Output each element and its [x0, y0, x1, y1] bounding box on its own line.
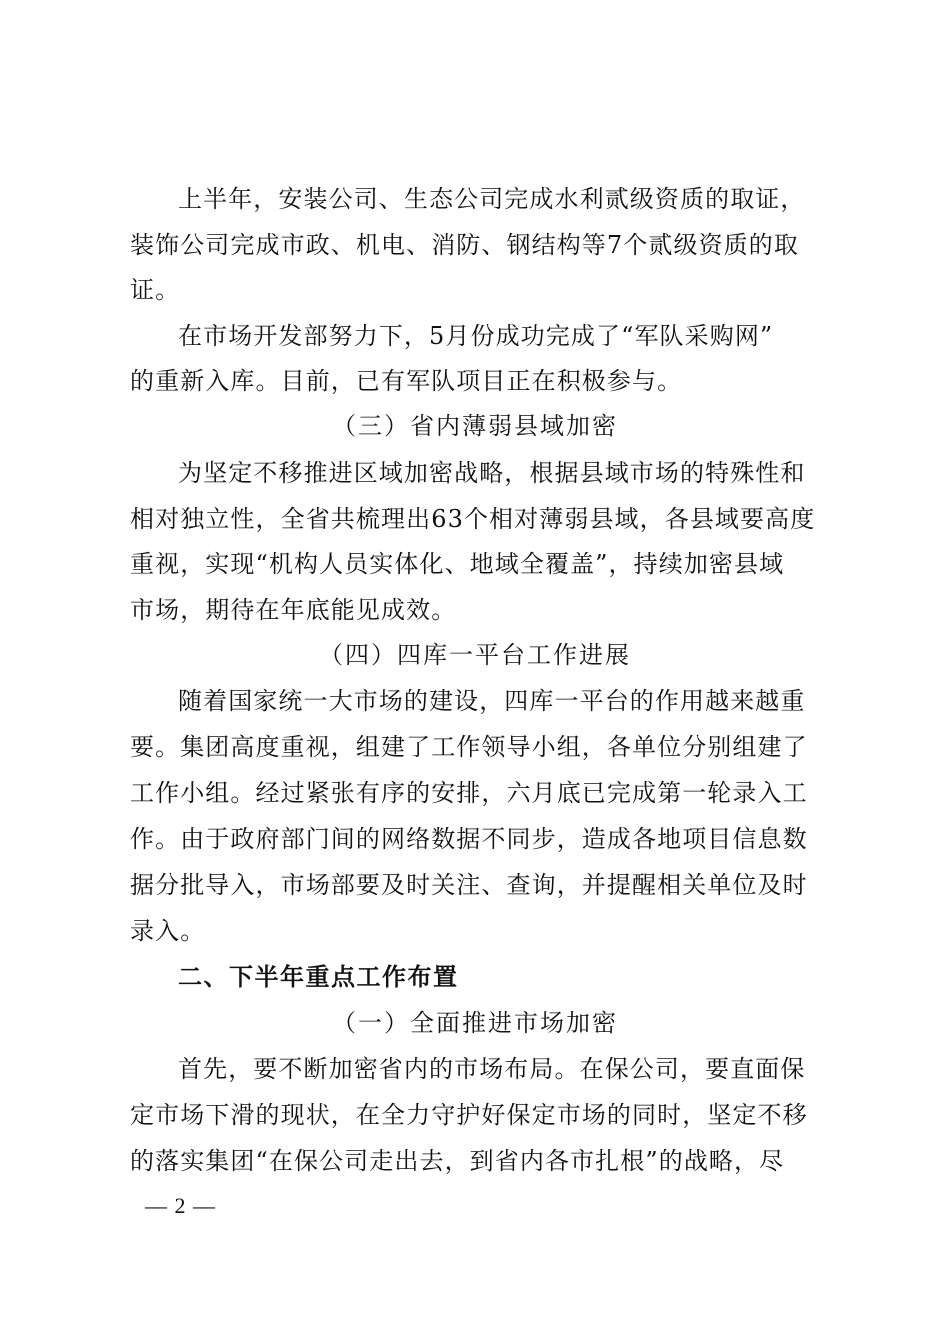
- section-subheading: （一）全面推进市场加密: [332, 1009, 618, 1037]
- paragraph-line: 的重新入库。目前，已有军队项目正在积极参与。: [130, 367, 683, 395]
- paragraph-line: 作。由于政府部门间的网络数据不同步，造成各地项目信息数: [130, 825, 808, 853]
- paragraph-line: 装饰公司完成市政、机电、消防、钢结构等7个贰级资质的取: [130, 231, 799, 259]
- paragraph-line: 录入。: [130, 917, 206, 945]
- section-subheading: （三）省内薄弱县域加密: [332, 412, 618, 440]
- paragraph-line: 的落实集团“在保公司走出去，到省内各市扎根”的战略，尽: [130, 1147, 785, 1175]
- paragraph-line: 在市场开发部努力下，5月份成功完成了“军队采购网”: [178, 322, 774, 350]
- paragraph-line: 工作小组。经过紧张有序的安排，六月底已完成第一轮录入工: [130, 779, 808, 807]
- paragraph-line: 为坚定不移推进区域加密战略，根据县域市场的特殊性和: [178, 459, 806, 487]
- paragraph-line: 证。: [130, 276, 181, 304]
- section-heading: 二、下半年重点工作布置: [178, 963, 459, 991]
- paragraph-line: 定市场下滑的现状，在全力守护好保定市场的同时，坚定不移: [130, 1101, 808, 1129]
- section-subheading: （四）四库一平台工作进展: [319, 641, 631, 669]
- paragraph-line: 随着国家统一大市场的建设，四库一平台的作用越来越重: [178, 687, 806, 715]
- paragraph-line: 重视，实现“机构人员实体化、地域全覆盖”，持续加密县域: [130, 550, 785, 578]
- paragraph-line: 据分批导入，市场部要及时关注、查询，并提醒相关单位及时: [130, 871, 808, 899]
- paragraph-line: 上半年，安装公司、生态公司完成水利贰级资质的取证，: [178, 185, 806, 213]
- paragraph-line: 首先，要不断加密省内的市场布局。在保公司，要直面保: [178, 1055, 806, 1083]
- page-number: — 2 —: [145, 1193, 216, 1218]
- paragraph-line: 相对独立性，全省共梳理出63个相对薄弱县域，各县域要高度: [130, 505, 816, 533]
- paragraph-line: 要。集团高度重视，组建了工作领导小组，各单位分别组建了: [130, 733, 808, 761]
- paragraph-line: 市场，期待在年底能见成效。: [130, 596, 457, 624]
